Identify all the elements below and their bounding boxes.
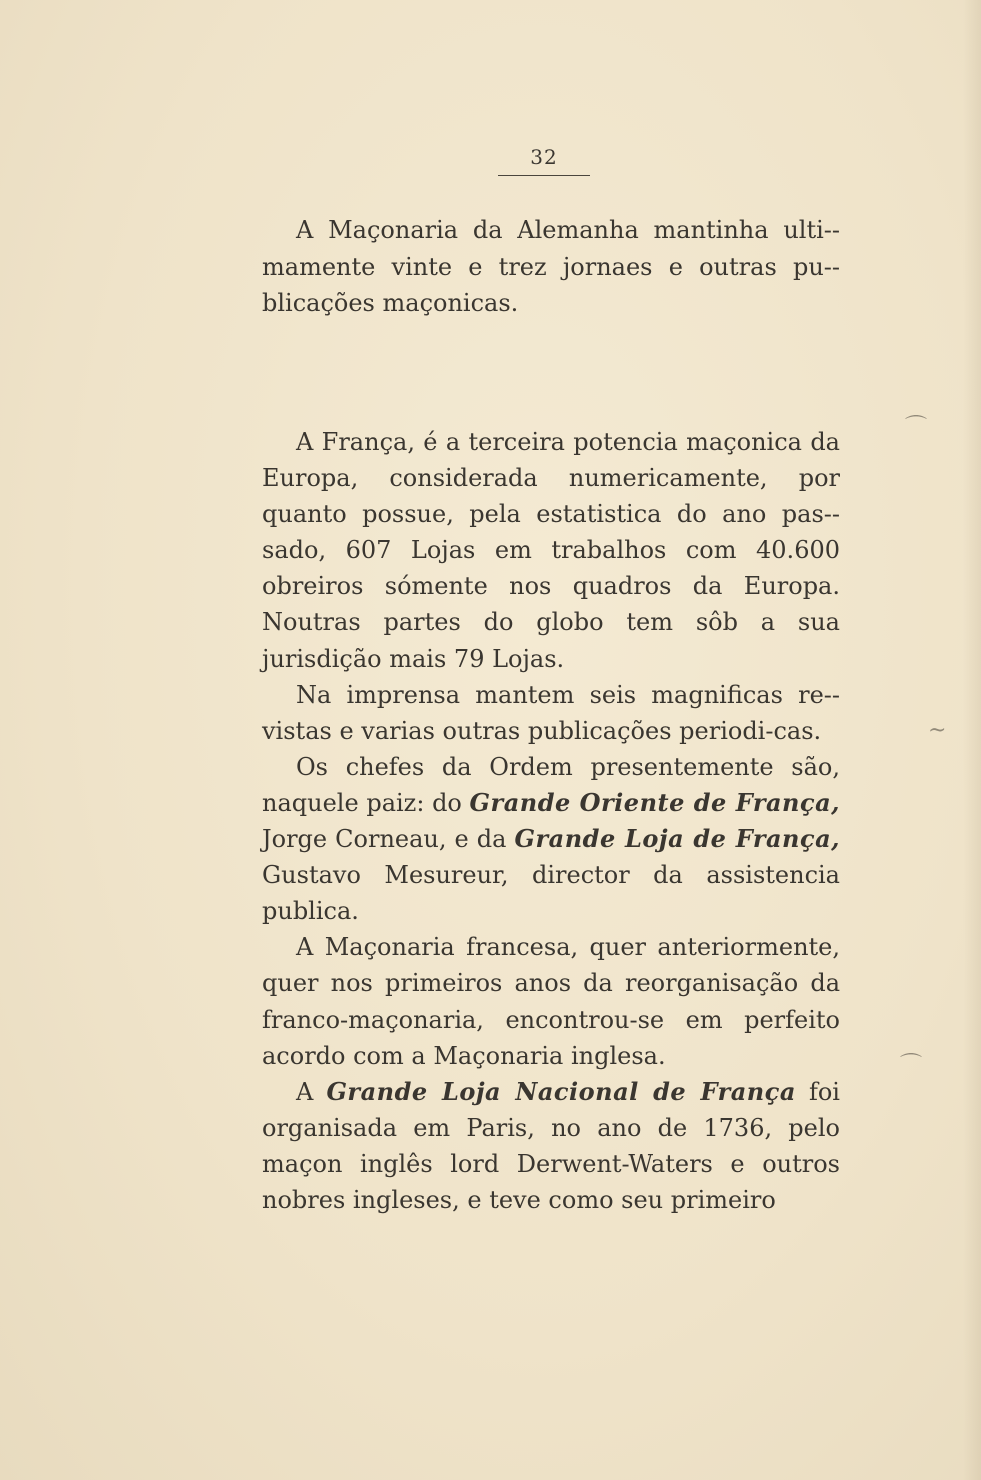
italic-grande-oriente: Grande Oriente de França, [469, 787, 840, 817]
text-span: Os chefes da Ordem presentemente são, naquele paiz: do [262, 752, 840, 817]
text-span: Jorge Corneau, e da [262, 825, 515, 854]
paragraph-imprensa: Na imprensa mantem seis magnificas re-vistas e varias outras publicações periodi-cas. [262, 680, 840, 745]
paragraph-maconaria-francesa: A Maçonaria francesa, quer anteriormente, quer nos primeiros anos da reorganisação da franco-maçonaria, encontrou-se em perfeito acordo com a Maçonaria inglesa. [262, 933, 840, 1070]
text-span: A [296, 1077, 327, 1106]
margin-pencil-mark-icon: ~ [928, 718, 947, 743]
page-number: 32 [530, 145, 558, 169]
text-span: foi organisada em Paris, no ano de 1736, pelo maçon inglês lord Derwent-Waters e outros nobres ingleses, e teve como seu primeiro [262, 1077, 840, 1214]
margin-pencil-mark-icon: ⌒ [900, 1053, 923, 1078]
paragraph-alemanha: A Maçonaria da Alemanha mantinha ulti-mamente vinte e trez jornaes e outras pu-blicações maçonicas. [262, 216, 840, 317]
italic-grande-loja-nacional: Grande Loja Nacional de França [326, 1076, 796, 1106]
page-number-rule [498, 175, 590, 176]
text-block-main [262, 424, 840, 1218]
margin-pencil-mark-icon: ⌒ [905, 415, 928, 440]
italic-grande-loja: Grande Loja de França, [514, 824, 840, 854]
paragraph-chefes [262, 749, 840, 929]
text-span: Gustavo Mesureur, director da assistencia publica. [262, 861, 840, 926]
text-block-top [262, 212, 840, 322]
paragraph-franca: A França, é a terceira potencia maçonica da Europa, considerada numericamente, por quanto possue, pela estatistica do ano pas-sado, 607 Lojas em trabalhos com 40.600 obreiros sómente nos quadros da Europa. Noutras partes do globo tem sôb a sua jurisdição mais 79 Lojas. [262, 428, 840, 673]
paragraph-grande-loja-nacional [262, 1074, 840, 1218]
page-edge-shadow [963, 0, 981, 1480]
